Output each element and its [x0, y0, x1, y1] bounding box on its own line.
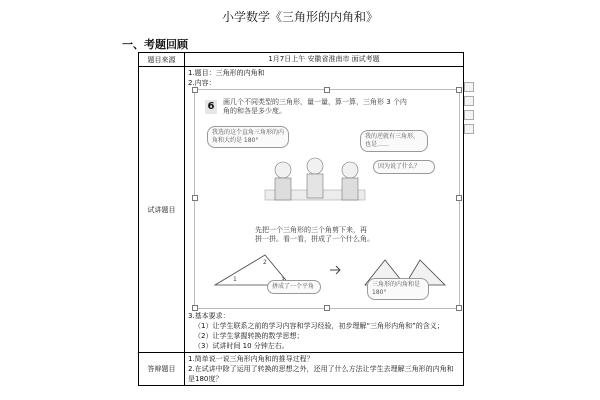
zoom-icon[interactable]: [464, 96, 474, 106]
angle-label: 1: [233, 276, 237, 283]
exam-table: [138, 52, 464, 386]
prompt-line-1: 画几个不同类型的三角形，量一量，算一算，三角形 3 个内: [223, 98, 407, 106]
exercise-number: 6: [205, 100, 217, 114]
requirement-2: （2）让学生掌握转换的数学思想；: [194, 332, 304, 340]
resize-handle[interactable]: [192, 195, 198, 201]
instruction-line-1: 先把一个三角形的三个角剪下来，再: [255, 226, 367, 234]
speech-bubble: 我的逆就有三角形，也是……: [360, 130, 428, 152]
item-3: 3.基本要求：: [188, 312, 230, 320]
document-title: 小学数学《三角形的内角和》: [221, 10, 378, 24]
resize-handle[interactable]: [456, 195, 462, 201]
more-icon[interactable]: [464, 124, 474, 134]
speech-bubble: 三角形的内角和是 180°: [367, 278, 429, 300]
speech-bubble: 因为说了什么？: [373, 160, 435, 174]
resize-handle[interactable]: [192, 87, 198, 93]
instruction-text: [255, 226, 455, 244]
requirement-3: （3）试讲时间 10 分钟左右。: [194, 342, 289, 350]
item-1: 1.题目：三角形的内角和: [188, 69, 265, 77]
answer-content: [185, 353, 464, 386]
resize-handle[interactable]: [324, 87, 330, 93]
resize-handle[interactable]: [456, 305, 462, 311]
instruction-line-2: 拼一拼。看一看，拼成了一个什么角。: [255, 235, 374, 243]
answer-question-1: 1.简单说一说三角形内角和的推导过程？: [188, 355, 314, 363]
angle-label: 2: [263, 259, 267, 266]
resize-handle[interactable]: [324, 305, 330, 311]
requirement-1: （1）让学生联系之前的学习内容和学习经验，初步理解“三角形内角和”的含义；: [194, 322, 444, 330]
image-toolbar: [464, 82, 474, 138]
answer-row: [139, 353, 464, 386]
crop-icon[interactable]: [464, 110, 474, 120]
speech-bubble: 拼成了一个平角: [267, 280, 321, 294]
section-heading: 一、考题回顾: [122, 38, 188, 51]
resize-handle[interactable]: [456, 87, 462, 93]
answer-question-2: 2.在试讲中除了运用了转换的思想之外，还用了什么方法让学生去理解三角形的内角和是180度？: [188, 365, 454, 383]
source-value: 1月7日上午 安徽省淮南市 面试考题: [185, 53, 464, 67]
prompt-line-2: 角的和各是多少度。: [223, 107, 286, 115]
students-illustration: [255, 150, 375, 220]
layout-options-icon[interactable]: [464, 82, 474, 92]
trial-row: [139, 67, 464, 353]
answer-label: 答辩题目: [139, 353, 185, 386]
trial-content: [185, 67, 464, 353]
exercise-prompt: [223, 98, 448, 116]
textbook-image[interactable]: [194, 89, 460, 309]
resize-handle[interactable]: [192, 305, 198, 311]
item-2: 2.内容：: [188, 79, 216, 87]
arrow-icon: [330, 266, 340, 274]
trial-label: 试讲题目: [139, 67, 185, 353]
speech-bubble: 我选的这个直角三角形的内角和大约是 180°: [207, 126, 289, 148]
source-row: [139, 53, 464, 67]
source-label: 题目来源: [139, 53, 185, 67]
